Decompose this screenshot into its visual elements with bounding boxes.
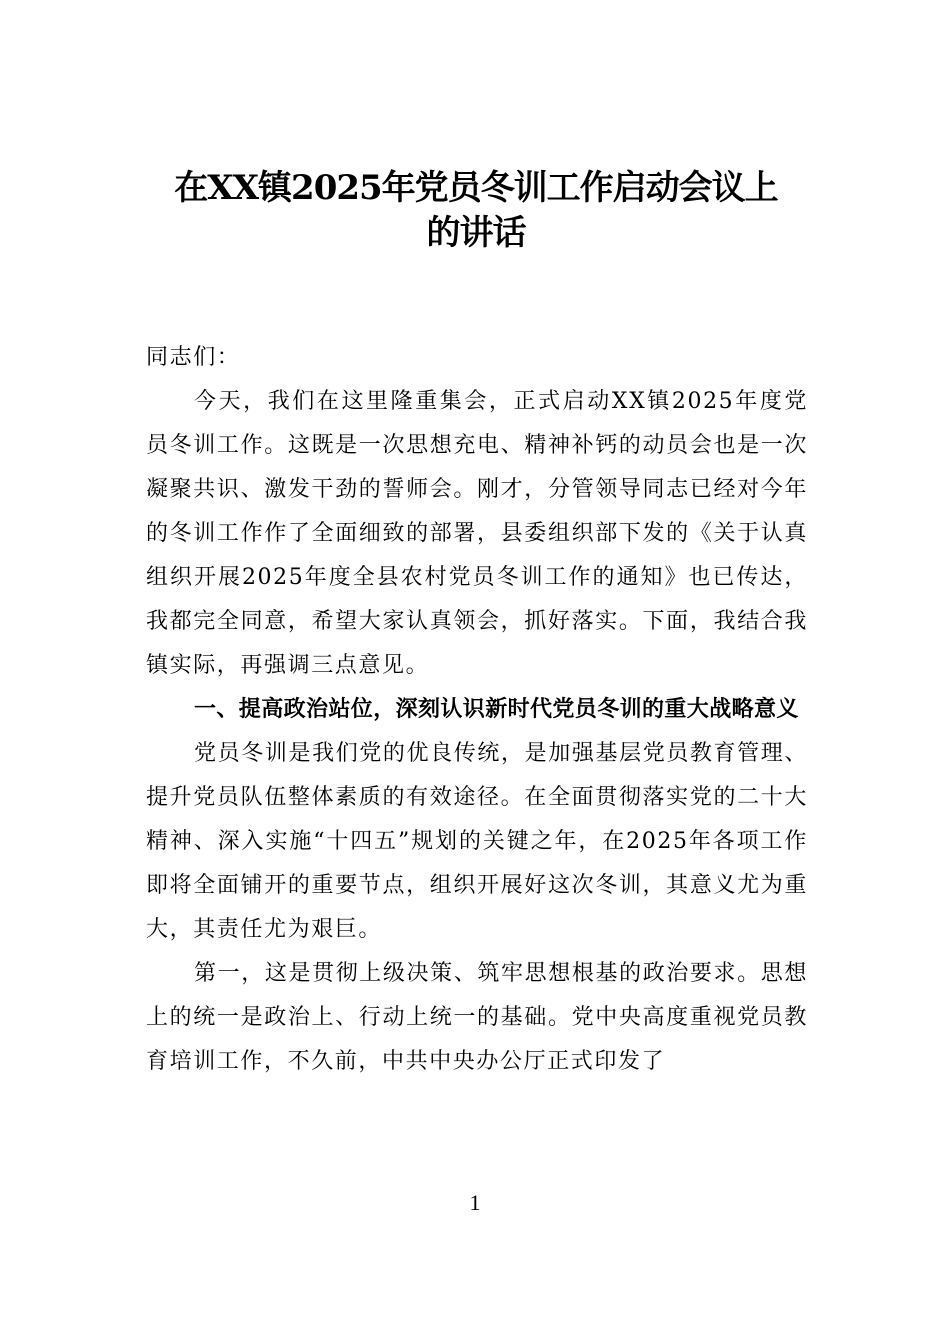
document-body [146, 336, 808, 1084]
salutation: 同志们： [146, 345, 241, 370]
title-line-2: 的讲话 [426, 213, 526, 253]
paragraph-intro: 今天，我们在这里隆重集会，正式启动XX镇2025年度党员冬训工作。这既是一次思想充电、精神补钙的动员会也是一次凝聚共识、激发干劲的誓师会。刚才，分管领导同志已经对今年的冬训工作作了全面细致的部署，县委组织部下发的《关于认真组织开展2025年度全县农村党员冬训工作的通知》也已传达，我都完全同意，希望大家认真领会，抓好落实。下面，我结合我镇实际，再强调三点意见。 [146, 389, 808, 678]
document-title [146, 166, 806, 256]
paragraph-significance: 党员冬训是我们党的优良传统，是加强基层党员教育管理、提升党员队伍整体素质的有效途径。在全面贯彻落实党的二十大精神、深入实施“十四五”规划的关键之年，在2025年各项工作即将全面铺开的重要节点，组织开展好这次冬训，其意义尤为重大，其责任尤为艰巨。 [146, 741, 808, 942]
section-heading-1: 一、提高政治站位，深刻认识新时代党员冬训的重大战略意义 [194, 697, 799, 722]
title-line-1: 在XX镇2025年党员冬训工作启动会议上 [174, 168, 778, 208]
page-number: 1 [469, 1190, 481, 1215]
paragraph-first-point: 第一，这是贯彻上级决策、筑牢思想根基的政治要求。思想上的统一是政治上、行动上统一的基础。党中央高度重视党员教育培训工作，不久前，中共中央办公厅正式印发了 [146, 961, 808, 1074]
